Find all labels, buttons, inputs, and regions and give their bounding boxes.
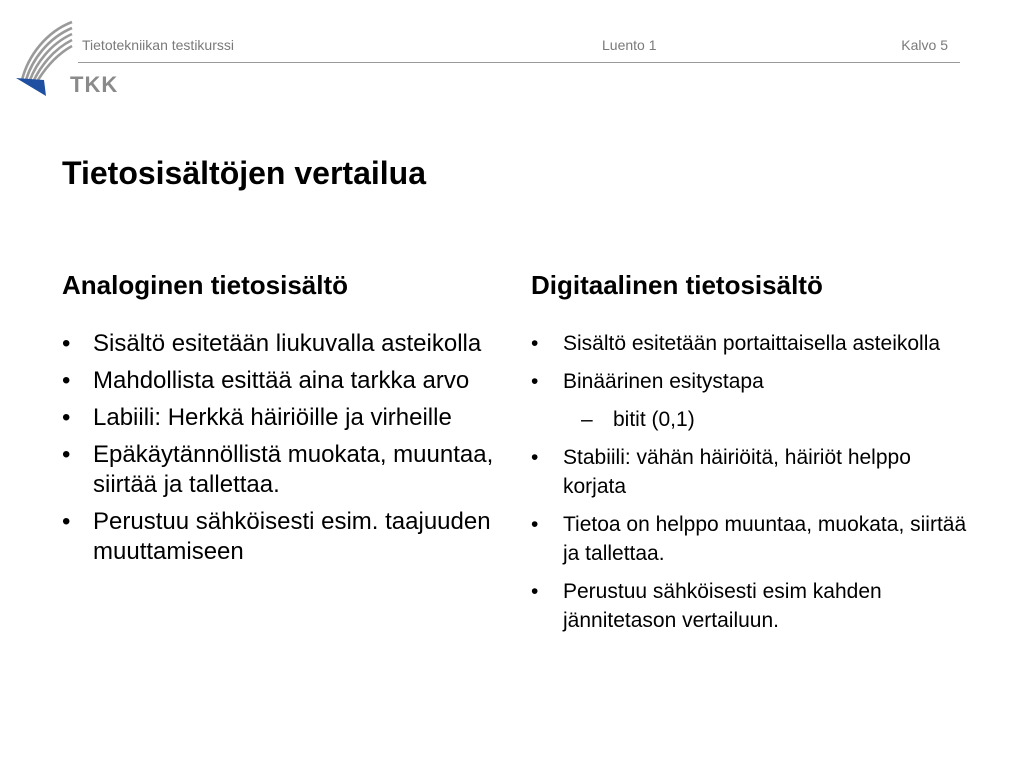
bullet-icon: • <box>531 370 539 393</box>
list-item: • Binäärinen esitystapa <box>531 367 971 396</box>
list-item: • Perustuu sähköisesti esim. taajuuden muuttamiseen <box>62 508 491 565</box>
list-item: • Sisältö esitetään portaittaisella asteikolla <box>531 329 971 358</box>
bullet-icon: • <box>531 513 539 536</box>
list-item: • Tietoa on helppo muuntaa, muokata, siirtää ja tallettaa. <box>531 510 971 568</box>
list-item: • Epäkäytännöllistä muokata, muuntaa, siirtää ja tallettaa. <box>62 441 494 498</box>
digital-heading: Digitaalinen tietosisältö <box>531 270 823 300</box>
tkk-logo <box>14 18 78 98</box>
list-item: • Sisältö esitetään liukuvalla asteikolla <box>62 330 482 357</box>
list-item: • Perustuu sähköisesti esim kahden jännitetason vertailuun. <box>531 577 971 635</box>
logo-text: TKK <box>70 72 119 97</box>
slide-title: Tietosisältöjen vertailua <box>62 155 426 191</box>
slide-number: Kalvo 5 <box>901 37 948 53</box>
digital-column <box>531 270 971 644</box>
analog-column <box>62 270 502 574</box>
bullet-icon: • <box>62 441 71 468</box>
list-item: • Mahdollista esittää aina tarkka arvo <box>62 367 470 394</box>
bullet-icon: • <box>62 367 71 394</box>
bullet-icon: • <box>531 332 539 355</box>
bullet-icon: • <box>62 404 71 431</box>
digital-list <box>531 329 971 635</box>
bullet-icon: • <box>531 580 539 603</box>
analog-heading: Analoginen tietosisältö <box>62 270 349 300</box>
bullet-icon: • <box>62 330 71 357</box>
sub-list-item: – bitit (0,1) <box>531 405 971 434</box>
list-item: • Labiili: Herkkä häiriöille ja virheille <box>62 404 452 431</box>
analog-list <box>62 329 502 567</box>
course-name: Tietotekniikan testikurssi <box>82 37 234 53</box>
list-item: • Stabiili: vähän häiriöitä, häiriöt helppo korjata <box>531 443 971 501</box>
bullet-icon: • <box>62 508 71 535</box>
lecture-label: Luento 1 <box>602 37 657 53</box>
bullet-icon: • <box>531 446 539 469</box>
dash-icon: – <box>581 408 593 431</box>
header-divider <box>78 62 960 63</box>
